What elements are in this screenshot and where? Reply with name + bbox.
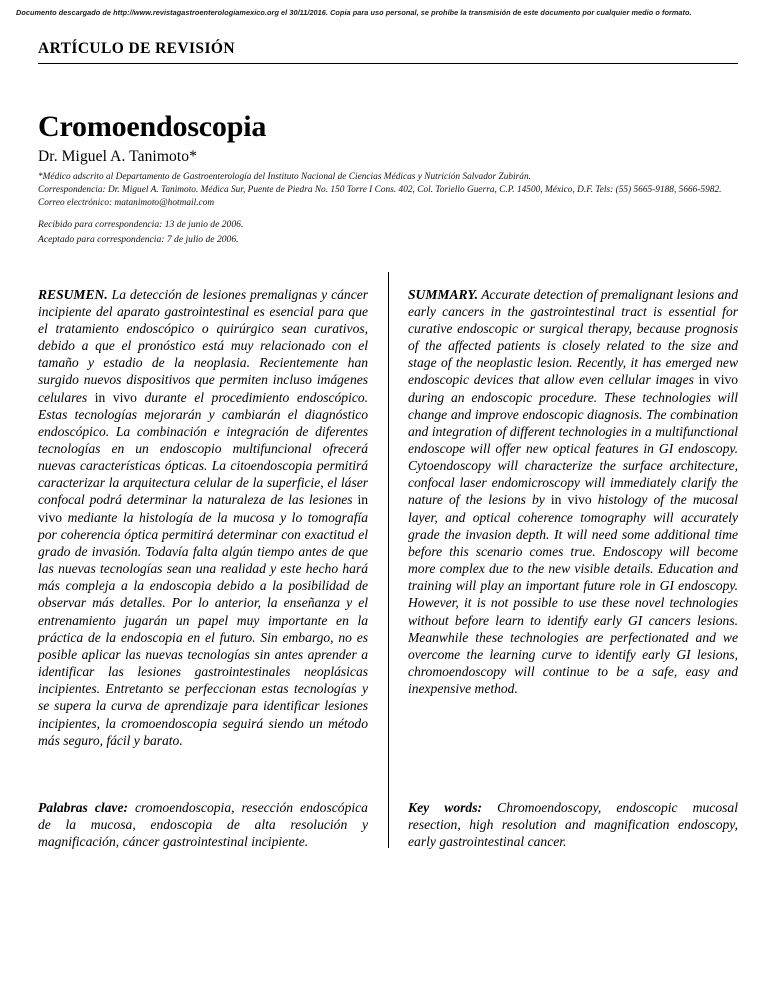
abstract-spanish xyxy=(38,286,368,749)
abstract-english-lead: SUMMARY. xyxy=(408,286,478,302)
keywords-spanish-text: cromoendoscopia, resección endoscópica de la mucosa, endoscopia de alta resolución y magnificación, cáncer gastrointestinal incipiente. xyxy=(38,799,368,849)
abstract-english-part1: Accurate detection of premalignant lesions and early cancers in the gastrointestinal tract is essential for curative endoscopic or surgical therapy, because prognosis of the affected patients is closely related to the size and stage of the neoplastic lesion. Recently, it has emerged new endoscopic devices that allow even cellular images xyxy=(408,286,738,388)
kicker-divider xyxy=(38,63,738,64)
keywords-spanish xyxy=(38,799,368,850)
column-gutter xyxy=(368,272,408,862)
correspondence-details: Correspondencia: Dr. Miguel A. Tanimoto. Médica Sur, Puente de Piedra No. 150 Torre I Cons. 402, Col. Toriello Guerra, C.P. 14500, México, D.F. Tels: (55) 5665-9188, 5666-5982. Correo electrónico: matanimoto@hotmail.com xyxy=(38,185,722,209)
abstract-columns xyxy=(38,272,738,862)
keywords-english xyxy=(408,799,738,850)
column-divider xyxy=(388,272,389,848)
byline-block xyxy=(38,148,744,211)
abstract-english-roman1: in vivo xyxy=(698,372,739,388)
abstract-english-part2: during an endoscopic procedure. These technologies will change and improve endoscopic diagnosis. The combination and integration of different technologies in a multifunctional endoscope will offer new optical features in GI endoscopy. Cytoendoscopy will characterize the surface architecture, confocal laser endomicroscopy will immediately clarify the nature of the lesions by xyxy=(408,389,738,508)
abstract-english xyxy=(408,286,738,698)
submission-dates xyxy=(38,218,243,247)
abstract-spanish-roman2: in vivo xyxy=(38,492,368,525)
download-notice: Documento descargado de http://www.revistagastroenterologiamexico.org el 30/11/2016. Copia para uso personal, se prohíbe la transmisión de este documento por cualquier medio o formato. xyxy=(16,8,692,17)
section-kicker: ARTÍCULO DE REVISIÓN xyxy=(38,40,235,57)
abstract-spanish-part2: durante el procedimiento endoscópico. Estas tecnologías mejorarán y cambiarán el diagnóstico endoscópico. La combinación e integración de diferentes tecnologías en un endoscopio multifuncional ofrecerá nuevas características ópticas. La citoendoscopia permitirá caracterizar la arquitectura celular de la superficie, el láser confocal podrá determinar la naturaleza de las lesiones xyxy=(38,389,368,508)
keywords-english-text: Chromoendoscopy, endoscopic mucosal resection, high resolution and magnification endoscopy, early gastrointestinal cancer. xyxy=(408,799,738,849)
abstract-spanish-part3: mediante la histología de la mucosa y lo tomografía por coherencia óptica permitirá determinar con exactitud el grado de invasión. Todavía falta algún tiempo antes de que las nuevas tecnologías sean una realidad y este hecho hará más compleja a la endoscopia debido a la posibilidad de observar más detalles. Por lo anterior, la enseñanza y el entrenamiento jugarán un papel muy importante en la práctica de la endoscopia en el futuro. Sin embargo, no es posible aplicar las nuevas tecnologías sin antes aprender a identificar las lesiones gastrointestinales neoplásicas incipientes. Entretanto se perfeccionan estas tecnologías y se supera la curva de aprendizaje para identificar lesiones incipientes, la cromoendoscopia seguirá siendo un método más seguro, fácil y barato. xyxy=(38,509,368,748)
abstract-spanish-roman1: in vivo xyxy=(94,389,137,405)
abstract-column-spanish xyxy=(38,272,368,862)
author-affiliation: *Médico adscrito al Departamento de Gastroenterología del Instituto Nacional de Ciencias Médicas y Nutrición Salvador Zubirán. xyxy=(38,172,531,182)
abstract-column-english xyxy=(408,272,738,862)
abstract-spanish-part1: La detección de lesiones premalignas y cáncer incipiente del aparato gastrointestinal es esencial para que el tratamiento endoscópico o quirúrgico sean curativos, debido a que el pronóstico está muy relacionado con el tamaño y estadio de la neoplasia. Recientemente han surgido nuevos dispositivos que permiten incluso imágenes celulares xyxy=(38,286,368,405)
accepted-date: Aceptado para correspondencia: 7 de julio de 2006. xyxy=(38,233,239,245)
author-name: Dr. Miguel A. Tanimoto* xyxy=(38,148,197,165)
abstract-english-part3: histology of the mucosal layer, and optical coherence tomography will accurately grade the invasion depth. It will need some additional time before this scenario comes true. Endoscopy will become more complex due to the new visible details. Education and training will play an important future role in GI endoscopy. However, it is not possible to use these novel technologies without before learn to identify early GI cancers lesions. Meanwhile these technologies are perfectionated and we overcome the learning curve to identify early GI lesions, chromoendoscopy will continue to be a safe, easy and inexpensive method. xyxy=(408,492,738,697)
section-kicker-block xyxy=(38,40,738,64)
abstract-spanish-lead: RESUMEN. xyxy=(38,286,108,302)
keywords-english-lead: Key words: xyxy=(408,799,483,815)
keywords-spanish-lead: Palabras clave: xyxy=(38,799,129,815)
received-date: Recibido para correspondencia: 13 de junio de 2006. xyxy=(38,219,244,230)
abstract-english-roman2: in vivo xyxy=(550,492,592,508)
page-title: Cromoendoscopia xyxy=(38,110,267,144)
